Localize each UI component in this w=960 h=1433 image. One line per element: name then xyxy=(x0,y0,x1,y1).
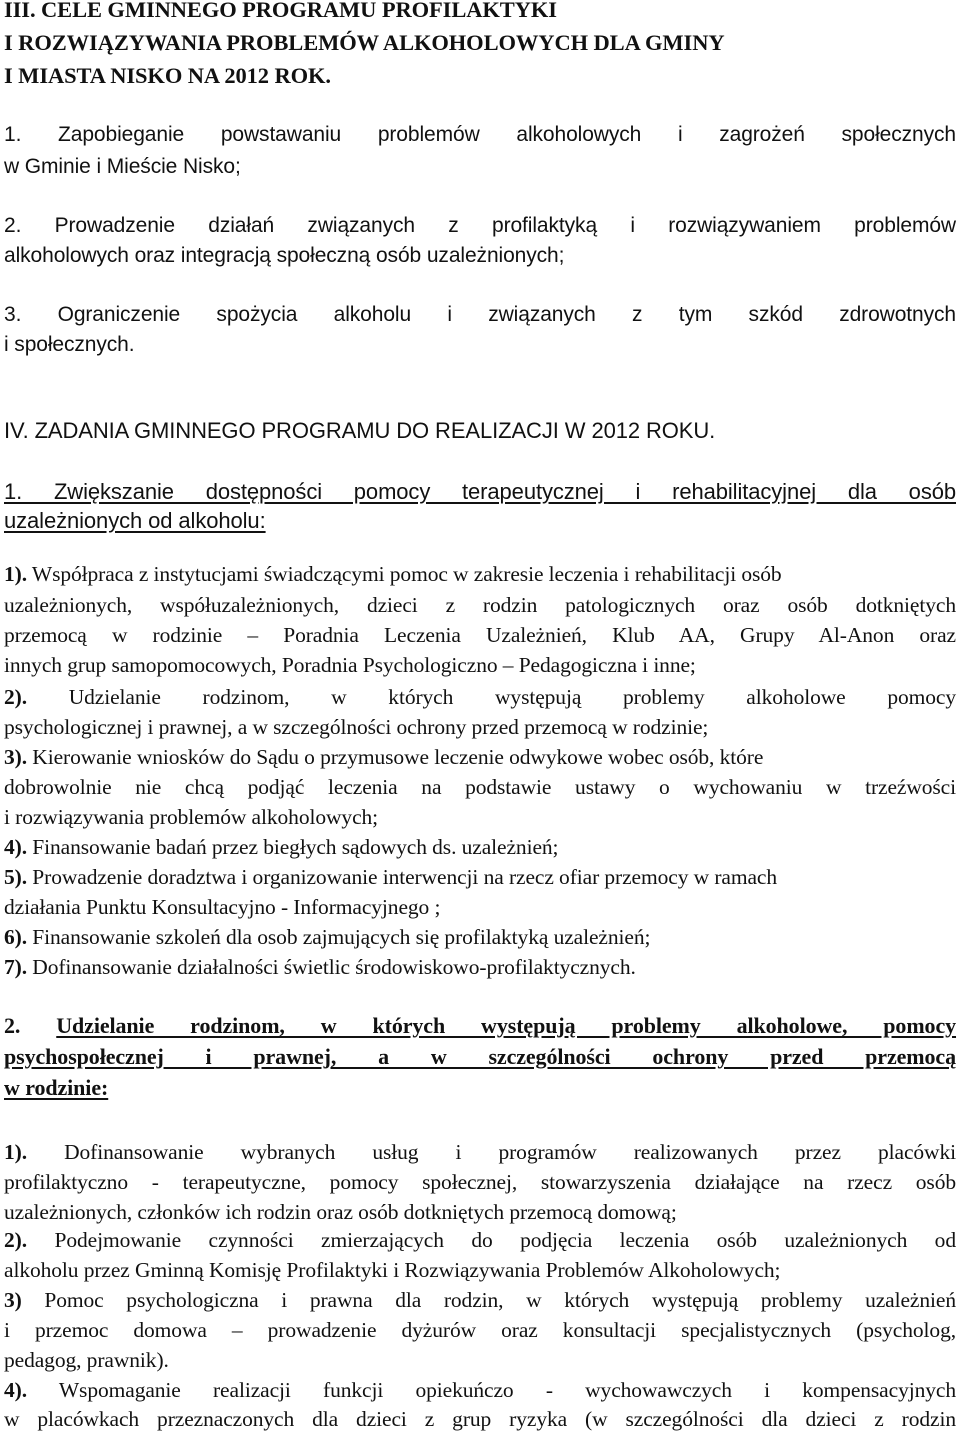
task-2-item-2-line-2: alkoholu przez Gminną Komisję Profilaktyki i Rozwiązywania Problemów Alkoholowych; xyxy=(4,1258,781,1282)
task-2-item-3-line-3: pedagog, prawnik). xyxy=(4,1348,169,1372)
section-iii-title-line-2: I ROZWIĄZYWANIA PROBLEMÓW ALKOHOLOWYCH DLA GMINY xyxy=(4,30,725,55)
task-2-item-4-line-1: 4). Wspomaganie realizacji funkcji opiekuńczo - wychowawczych i kompensacyjnych xyxy=(4,1378,956,1402)
task-1-item-6: 6). Finansowanie szkoleń dla osob zajmujących się profilaktyką uzależnień; xyxy=(4,925,651,949)
task-2-heading-line-3: w rodzinie: xyxy=(4,1075,109,1100)
goal-1-line-2: w Gminie i Mieście Nisko; xyxy=(4,155,241,178)
task-1-item-1-line-3: przemocą w rodzinie – Poradnia Leczenia Uzależnień, Klub AA, Grupy Al-Anon oraz xyxy=(4,623,956,647)
task-1-item-3-line-1: 3). Kierowanie wniosków do Sądu o przymusowe leczenie odwykowe wobec osób, które xyxy=(4,745,764,769)
task-2-item-3-line-2: i przemoc domowa – prowadzenie dyżurów oraz konsultacji specjalistycznych (psycholog, xyxy=(4,1318,956,1342)
section-iv-title: IV. ZADANIA GMINNEGO PROGRAMU DO REALIZACJI W 2012 ROKU. xyxy=(4,418,716,443)
task-2-item-1-line-2: profilaktyczno - terapeutyczne, pomocy społecznej, stowarzyszenia działające na rzecz osób xyxy=(4,1170,956,1194)
task-2-item-4-line-2: w placówkach przeznaczonych dla dzieci z grup ryzyka (w szczególności dla dzieci z rodzin xyxy=(4,1407,956,1431)
goal-2-line-2: alkoholowych oraz integracją społeczną osób uzależnionych; xyxy=(4,244,565,267)
task-1-item-3-line-2: dobrowolnie nie chcą podjąć leczenia na podstawie ustawy o wychowaniu w trzeźwości xyxy=(4,775,956,799)
task-1-item-1-line-4: innych grup samopomocowych, Poradnia Psychologiczno – Pedagogiczna i inne; xyxy=(4,653,696,677)
task-1-item-2-line-2: psychologicznej i prawnej, a w szczególności ochrony przed przemocą w rodzinie; xyxy=(4,715,709,739)
task-1-item-5-line-2: działania Punktu Konsultacyjno - Informacyjnego ; xyxy=(4,895,441,919)
goal-2-line-1: 2. Prowadzenie działań związanych z profilaktyką i rozwiązywaniem problemów xyxy=(4,214,956,237)
task-2-heading-line-2: psychospołecznej i prawnej, a w szczególności ochrony przed przemocą xyxy=(4,1044,956,1069)
task-2-item-2-line-1: 2). Podejmowanie czynności zmierzających do podjęcia leczenia osób uzależnionych od xyxy=(4,1228,956,1252)
task-1-item-4: 4). Finansowanie badań przez biegłych sądowych ds. uzależnień; xyxy=(4,835,559,859)
goal-3-line-2: i społecznych. xyxy=(4,333,135,356)
task-2-item-3-line-1: 3) Pomoc psychologiczna i prawna dla rodzin, w których występują problemy uzależnień xyxy=(4,1288,956,1312)
task-1-item-2-line-1: 2). Udzielanie rodzinom, w których występują problemy alkoholowe pomocy xyxy=(4,685,956,709)
task-2-item-1-line-1: 1). Dofinansowanie wybranych usług i programów realizowanych przez placówki xyxy=(4,1140,956,1164)
goal-3-line-1: 3. Ograniczenie spożycia alkoholu i związanych z tym szkód zdrowotnych xyxy=(4,303,956,326)
task-2-item-1-line-3: uzależnionych, członków ich rodzin oraz osób dotkniętych przemocą domową; xyxy=(4,1200,677,1224)
task-1-item-5-line-1: 5). Prowadzenie doradztwa i organizowanie interwencji na rzecz ofiar przemocy w ramach xyxy=(4,865,778,889)
task-2-heading-line-1: 2. Udzielanie rodzinom, w których występują problemy alkoholowe, pomocy xyxy=(4,1013,957,1038)
task-1-heading-line-1: 1. Zwiększanie dostępności pomocy terapeutycznej i rehabilitacyjnej dla osób xyxy=(4,479,956,504)
task-1-item-1-line-1: 1). Współpraca z instytucjami świadczącymi pomoc w zakresie leczenia i rehabilitacji osób xyxy=(4,562,782,586)
task-1-item-1-line-2: uzależnionych, współuzależnionych, dzieci z rodzin patologicznych oraz osób dotkniętych xyxy=(4,593,956,617)
task-1-heading-line-2: uzależnionych od alkoholu: xyxy=(4,508,266,533)
section-iii-title-line-3: I MIASTA NISKO NA 2012 ROK. xyxy=(4,63,331,88)
task-1-item-7: 7). Dofinansowanie działalności świetlic środowiskowo-profilaktycznych. xyxy=(4,955,636,979)
section-iii-title-line-1: III. CELE GMINNEGO PROGRAMU PROFILAKTYKI xyxy=(4,0,557,22)
task-1-item-3-line-3: i rozwiązywania problemów alkoholowych; xyxy=(4,805,379,829)
goal-1-line-1: 1. Zapobieganie powstawaniu problemów alkoholowych i zagrożeń społecznych xyxy=(4,123,956,146)
